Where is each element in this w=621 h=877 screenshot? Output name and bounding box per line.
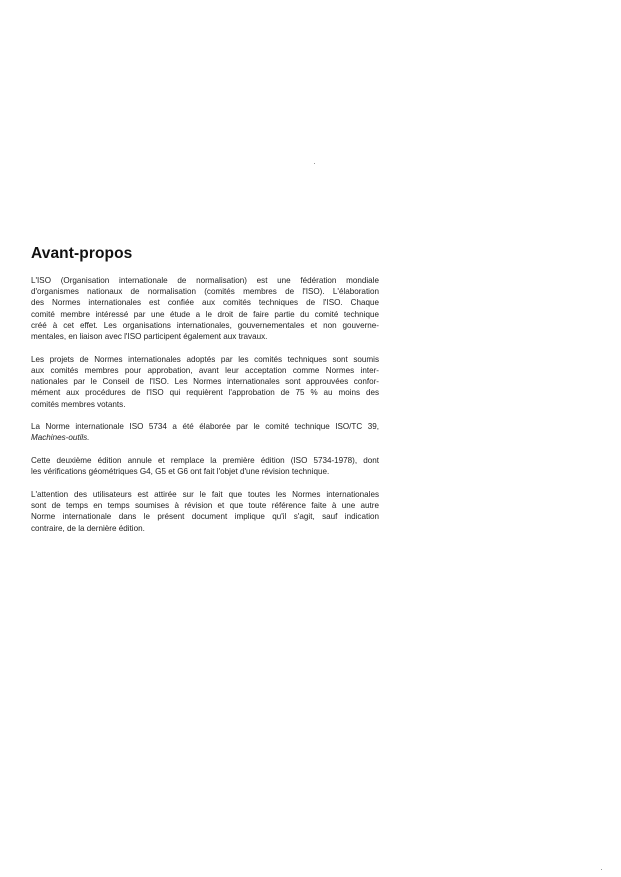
paragraph-iso-description xyxy=(31,275,379,342)
text-line: L'attention des utilisateurs est attirée sur le fait que toutes les Normes internationales xyxy=(31,490,379,500)
text-line: contraire, de la dernière édition. xyxy=(31,523,145,533)
text-line: Norme internationale dans le présent document implique qu'il s'agit, sauf indication xyxy=(31,512,379,522)
text-line: mentales, en liaison avec l'ISO participent également aux travaux. xyxy=(31,332,268,342)
paragraph-revision-notice xyxy=(31,489,379,534)
text-line: comités membres votants. xyxy=(31,399,126,409)
text-line: aux comités membres pour approbation, avant leur acceptation comme Normes inter- xyxy=(31,365,379,375)
scan-speck xyxy=(601,869,602,870)
paragraph-edition xyxy=(31,455,379,477)
text-line-italic: Machines-outils. xyxy=(31,433,90,443)
text-line: sont de temps en temps soumises à révision et que toute référence faite à une autre xyxy=(31,501,379,511)
text-line: L'ISO (Organisation internationale de normalisation) est une fédération mondiale xyxy=(31,276,379,285)
text-line: nationales par le Conseil de l'ISO. Les Normes internationales sont approuvées confor- xyxy=(31,377,379,387)
paragraph-committee xyxy=(31,421,379,443)
text-line: comité membre intéressé par une étude a le droit de faire partie du comité technique xyxy=(31,309,379,319)
text-line: les vérifications géométriques G4, G5 et G6 ont fait l'objet d'une révision technique. xyxy=(31,467,330,477)
section-heading: Avant-propos xyxy=(31,245,133,262)
text-line: d'organismes nationaux de normalisation (comités membres de l'ISO). L'élaboration xyxy=(31,287,379,297)
text-line: des Normes internationales est confiée aux comités techniques de l'ISO. Chaque xyxy=(31,298,379,308)
text-line: Cette deuxième édition annule et remplace la première édition (ISO 5734-1978), dont xyxy=(31,456,379,466)
foreword-section xyxy=(31,245,379,545)
text-line: mément aux procédures de l'ISO qui requièrent l'approbation de 75 % au moins des xyxy=(31,388,379,398)
text-line: créé à cet effet. Les organisations internationales, gouvernementales et non gouverne- xyxy=(31,320,379,330)
text-line: Les projets de Normes internationales adoptés par les comités techniques sont soumis xyxy=(31,354,379,364)
text-line: La Norme internationale ISO 5734 a été élaborée par le comité technique ISO/TC 39, xyxy=(31,422,379,432)
paragraph-approval-process xyxy=(31,354,379,410)
scan-speck xyxy=(314,163,315,164)
